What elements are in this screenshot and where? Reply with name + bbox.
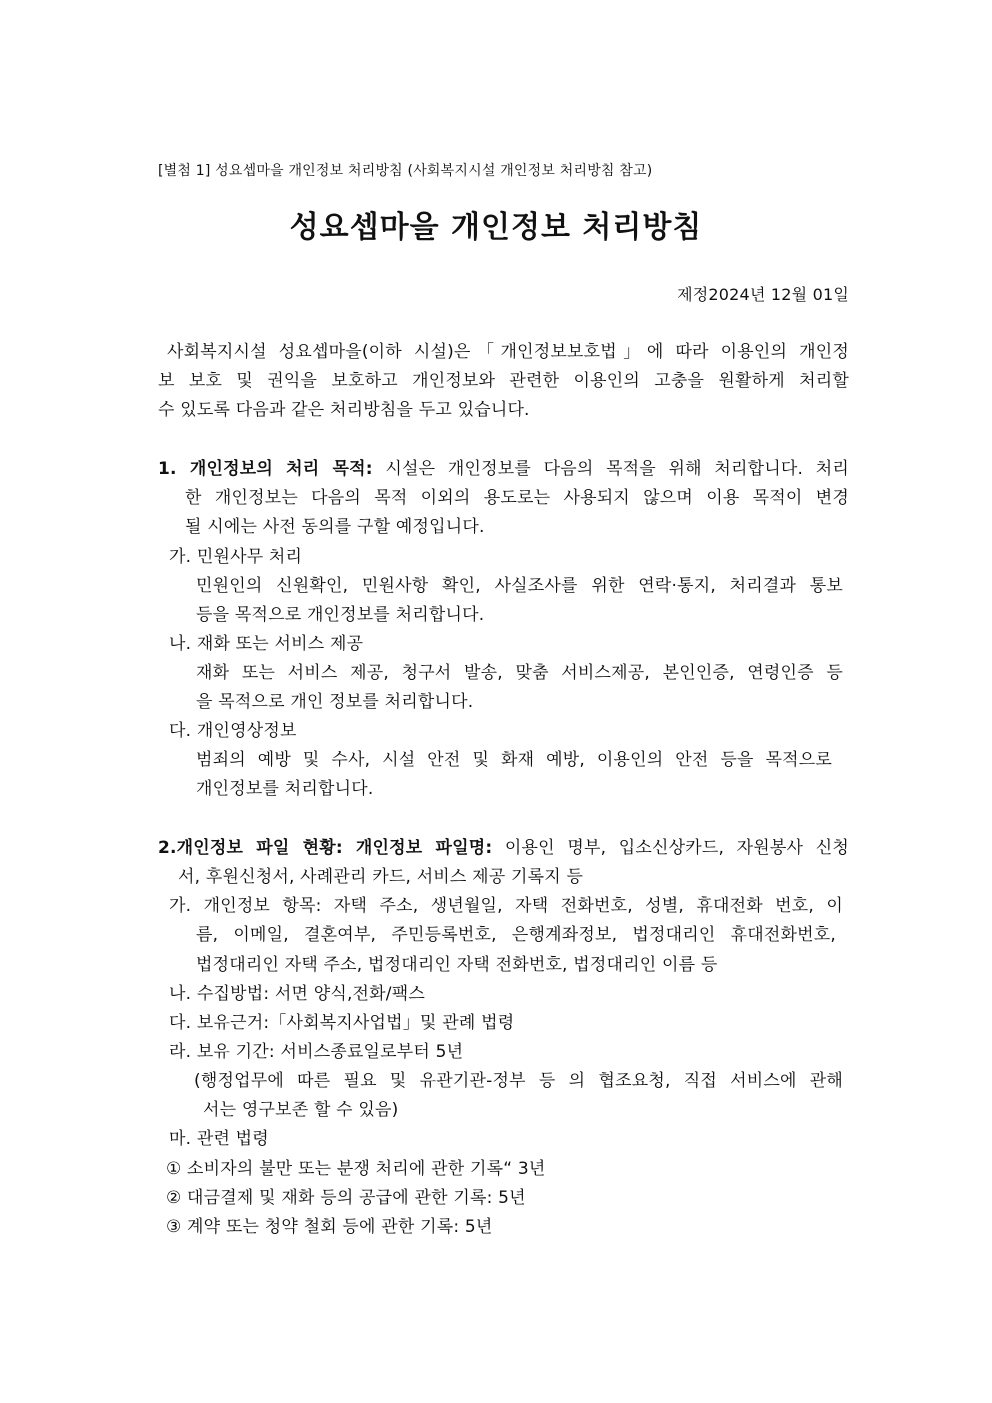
intro-line-2: 보 보호 및 권익을 보호하고 개인정보와 관련한 이용인의 고충을 원활하게 처리할 [158, 371, 849, 391]
section-1-item-a-title: 가. 민원사무 처리 [169, 547, 303, 567]
section-1-line-3: 될 시에는 사전 동의를 구할 예정입니다. [185, 517, 485, 537]
section-1-item-a-body-1: 민원인의 신원확인, 민원사항 확인, 사실조사를 위한 연락·통지, 처리결과 통보 [196, 576, 843, 596]
section-2-text: 이용인 명부, 입소신상카드, 자원봉사 신청 [492, 838, 849, 858]
document-title: 성요셉마을 개인정보 처리방침 [289, 210, 703, 245]
section-2-item-a-line-3: 법정대리인 자택 주소, 법정대리인 자택 전화번호, 법정대리인 이름 등 [196, 955, 718, 975]
annex-label: [별첨 1] 성요셉마을 개인정보 처리방침 (사회복지시설 개인정보 처리방침 참고) [158, 163, 653, 179]
section-2-item-a-line-2: 름, 이메일, 결혼여부, 주민등록번호, 은행계좌정보, 법정대리인 휴대전화번호, [196, 925, 836, 945]
section-2-line-1 [158, 837, 849, 859]
section-2-item-e: 마. 관련 법령 [169, 1129, 269, 1149]
section-2-item-a-line-1: 가. 개인정보 항목: 자택 주소, 생년월일, 자택 전화번호, 성별, 휴대전화 번호, 이 [169, 896, 843, 916]
law-item-3: ③ 계약 또는 청약 철회 등에 관한 기록: 5년 [166, 1217, 493, 1237]
section-2-item-b: 나. 수집방법: 서면 양식,전화/팩스 [169, 984, 425, 1004]
section-1-line-2: 한 개인정보는 다음의 목적 이외의 용도로는 사용되지 않으며 이용 목적이 변경 [185, 488, 849, 508]
section-1-item-c-title: 다. 개인영상정보 [169, 721, 297, 741]
intro-line-1: 사회복지시설 성요셉마을(이하 시설)은「개인정보보호법」에 따라 이용인의 개인정 [167, 342, 849, 362]
enactment-date: 제정2024년 12월 01일 [677, 285, 849, 304]
intro-line-3: 수 있도록 다음과 같은 처리방침을 두고 있습니다. [158, 400, 530, 420]
section-1-heading: 1. 개인정보의 처리 목적: [158, 459, 373, 479]
section-1-item-b-title: 나. 재화 또는 서비스 제공 [169, 634, 364, 654]
section-1-item-b-body-2: 을 목적으로 개인 정보를 처리합니다. [196, 692, 474, 712]
section-2-line-2: 서, 후원신청서, 사례관리 카드, 서비스 제공 기록지 등 [178, 867, 584, 887]
section-1-item-c-body-2: 개인정보를 처리합니다. [196, 779, 374, 799]
section-1-item-a-body-2: 등을 목적으로 개인정보를 처리합니다. [196, 605, 485, 625]
law-item-2: ② 대금결제 및 재화 등의 공급에 관한 기록: 5년 [166, 1188, 526, 1208]
section-2-item-d: 라. 보유 기간: 서비스종료일로부터 5년 [169, 1042, 464, 1062]
section-2-heading: 2.개인정보 파일 현황: 개인정보 파일명: [158, 838, 493, 858]
section-2-item-d-note-1: (행정업무에 따른 필요 및 유관기관-정부 등 의 협조요청, 직접 서비스에 관해 [194, 1071, 843, 1091]
law-item-1: ① 소비자의 불만 또는 분쟁 처리에 관한 기록“ 3년 [166, 1159, 546, 1179]
section-1-line-1 [158, 458, 849, 480]
section-2-item-c: 다. 보유근거:「사회복지사업법」및 관례 법령 [169, 1013, 515, 1033]
section-1-item-b-body-1: 재화 또는 서비스 제공, 청구서 발송, 맞춤 서비스제공, 본인인증, 연령인증 등 [196, 663, 843, 683]
section-1-text: 시설은 개인정보를 다음의 목적을 위해 처리합니다. 처리 [372, 459, 850, 479]
section-2-item-d-note-2: 서는 영구보존 할 수 있음) [203, 1100, 399, 1120]
section-1-item-c-body-1: 범죄의 예방 및 수사, 시설 안전 및 화재 예방, 이용인의 안전 등을 목적으로 [196, 750, 832, 770]
